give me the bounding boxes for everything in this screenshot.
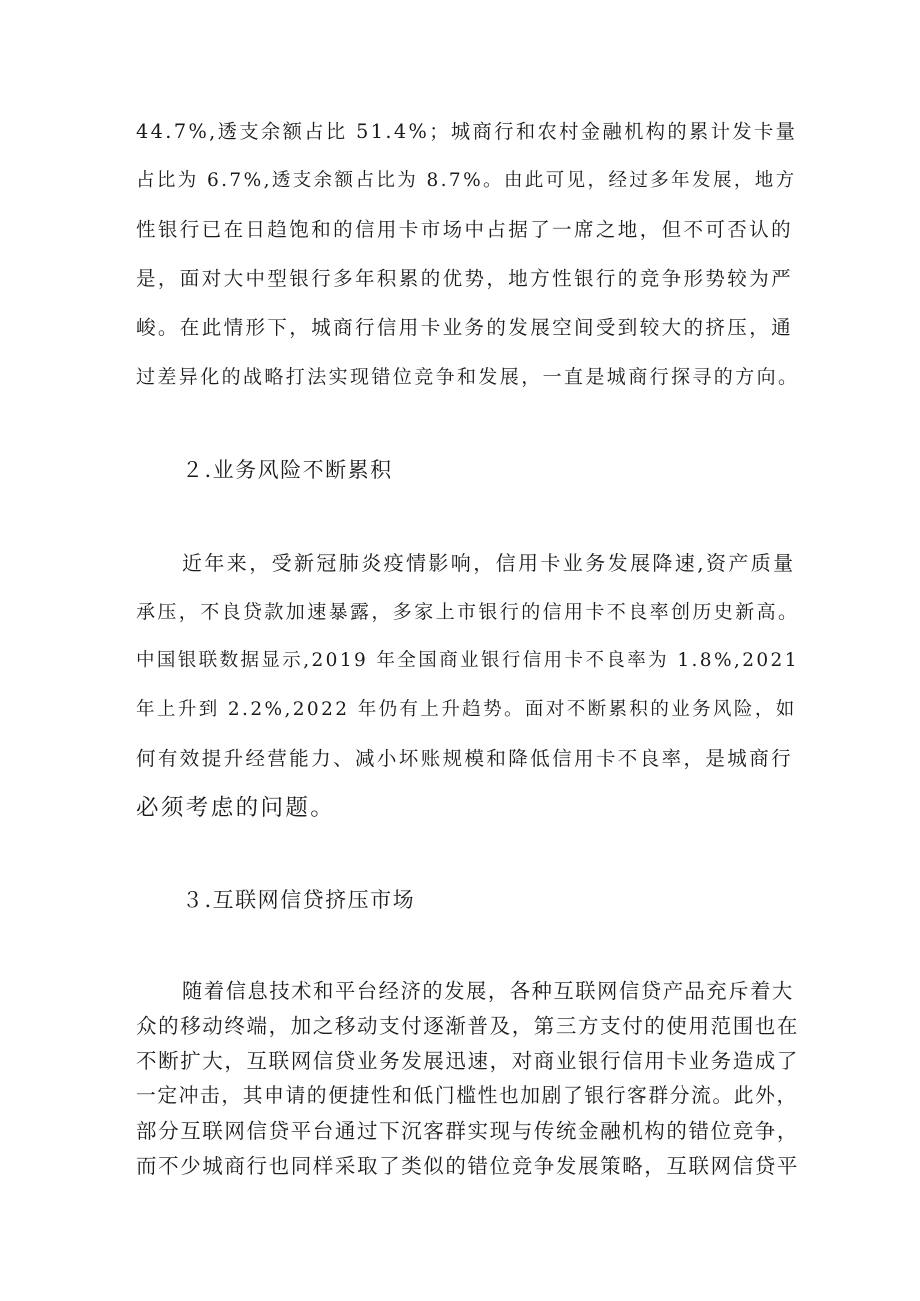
paragraph-line: 是，面对大中型银行多年积累的优势，地方性银行的竞争形势较为严 — [136, 267, 794, 290]
paragraph-line: 中国银联数据显示,2019 年全国商业银行信用卡不良率为 1.8%,2021 — [136, 650, 799, 671]
paragraph-line: 峻。在此情形下，城商行信用卡业务的发展空间受到较大的挤压，通 — [136, 316, 794, 339]
paragraph-line: 而不少城商行也同样采取了类似的错位竞争发展策略，互联网信贷平 — [136, 1154, 799, 1178]
paragraph-line: 必须考虑的问题。 — [136, 795, 336, 821]
paragraph-line: 过差异化的战略打法实现错位竞争和发展，一直是城商行探寻的方向。 — [136, 366, 800, 388]
section-heading-business-risk: ２.业务风险不断累积 — [182, 458, 393, 482]
paragraph-line: 占比为 6.7%,透支余额占比为 8.7%。由此可见，经过多年发展，地方 — [136, 170, 797, 191]
paragraph-line: 众的移动终端，加之移动支付逐渐普及，第三方支付的使用范围也在 — [136, 1014, 799, 1038]
paragraph-line: 近年来，受新冠肺炎疫情影响，信用卡业务发展降速,资产质量 — [182, 551, 796, 575]
paragraph-line: 何有效提升经营能力、减小坏账规模和降低信用卡不良率，是城商行 — [136, 747, 794, 770]
paragraph-line: 随着信息技术和平台经济的发展，各种互联网信贷产品充斥着大 — [182, 979, 794, 1003]
paragraph-line: 承压，不良贷款加速暴露，多家上市银行的信用卡不良率创历史新高。 — [136, 601, 800, 623]
paragraph-line: 不断扩大，互联网信贷业务发展迅速，对商业银行信用卡业务造成了 — [136, 1049, 799, 1073]
paragraph-line: 部分互联网信贷平台通过下沉客群实现与传统金融机构的错位竞争， — [136, 1119, 799, 1143]
paragraph-line: 性银行已在日趋饱和的信用卡市场中占据了一席之地，但不可否认的 — [136, 218, 794, 241]
paragraph-line: 年上升到 2.2%,2022 年仍有上升趋势。面对不断累积的业务风险，如 — [136, 699, 797, 720]
paragraph-line: 一定冲击，其申请的便捷性和低门槛性也加剧了银行客群分流。此外， — [136, 1084, 798, 1107]
paragraph-line: 44.7%,透支余额占比 51.4%；城商行和农村金融机构的累计发卡量 — [136, 120, 798, 143]
section-heading-internet-credit: ３.互联网信贷挤压市场 — [182, 888, 416, 912]
